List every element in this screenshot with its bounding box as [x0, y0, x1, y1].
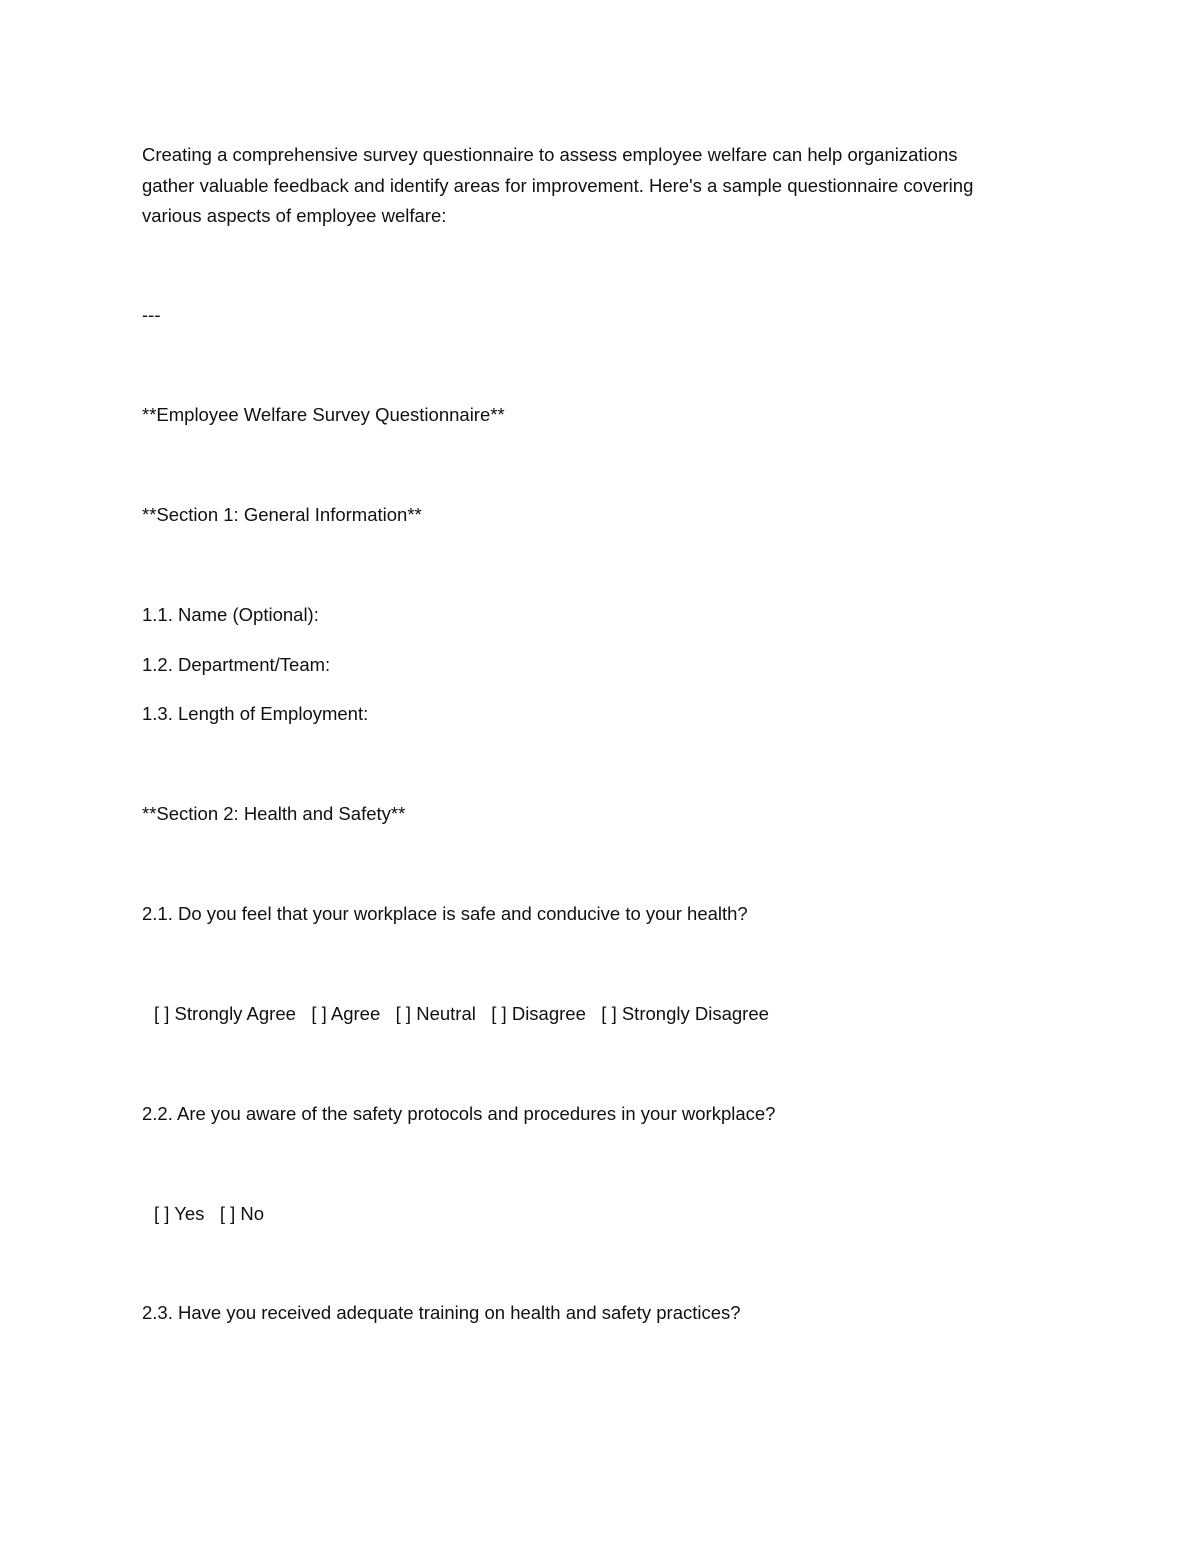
- question-1-1: 1.1. Name (Optional):: [142, 604, 319, 625]
- question-2-1-options: [ ] Strongly Agree [ ] Agree [ ] Neutral [ ] Disagree [ ] Strongly Disagree: [154, 1003, 769, 1024]
- section-1-heading: **Section 1: General Information**: [142, 504, 422, 525]
- section-2-heading: **Section 2: Health and Safety**: [142, 803, 406, 824]
- survey-title: **Employee Welfare Survey Questionnaire**: [142, 404, 505, 425]
- question-2-1: 2.1. Do you feel that your workplace is safe and conducive to your health?: [142, 903, 748, 924]
- question-2-2-options: [ ] Yes [ ] No: [154, 1203, 265, 1224]
- question-2-3: 2.3. Have you received adequate training on health and safety practices?: [142, 1302, 741, 1323]
- intro-line-1: Creating a comprehensive survey questionnaire to assess employee welfare can help organizations: [142, 144, 958, 165]
- intro-line-3: various aspects of employee welfare:: [142, 205, 447, 226]
- intro-line-2: gather valuable feedback and identify areas for improvement. Here's a sample questionnaire covering: [142, 174, 974, 196]
- intro-paragraph: [142, 140, 1042, 232]
- separator: ---: [142, 304, 161, 325]
- question-2-2: 2.2. Are you aware of the safety protocols and procedures in your workplace?: [142, 1103, 776, 1124]
- question-1-3: 1.3. Length of Employment:: [142, 703, 369, 724]
- question-1-2: 1.2. Department/Team:: [142, 654, 331, 675]
